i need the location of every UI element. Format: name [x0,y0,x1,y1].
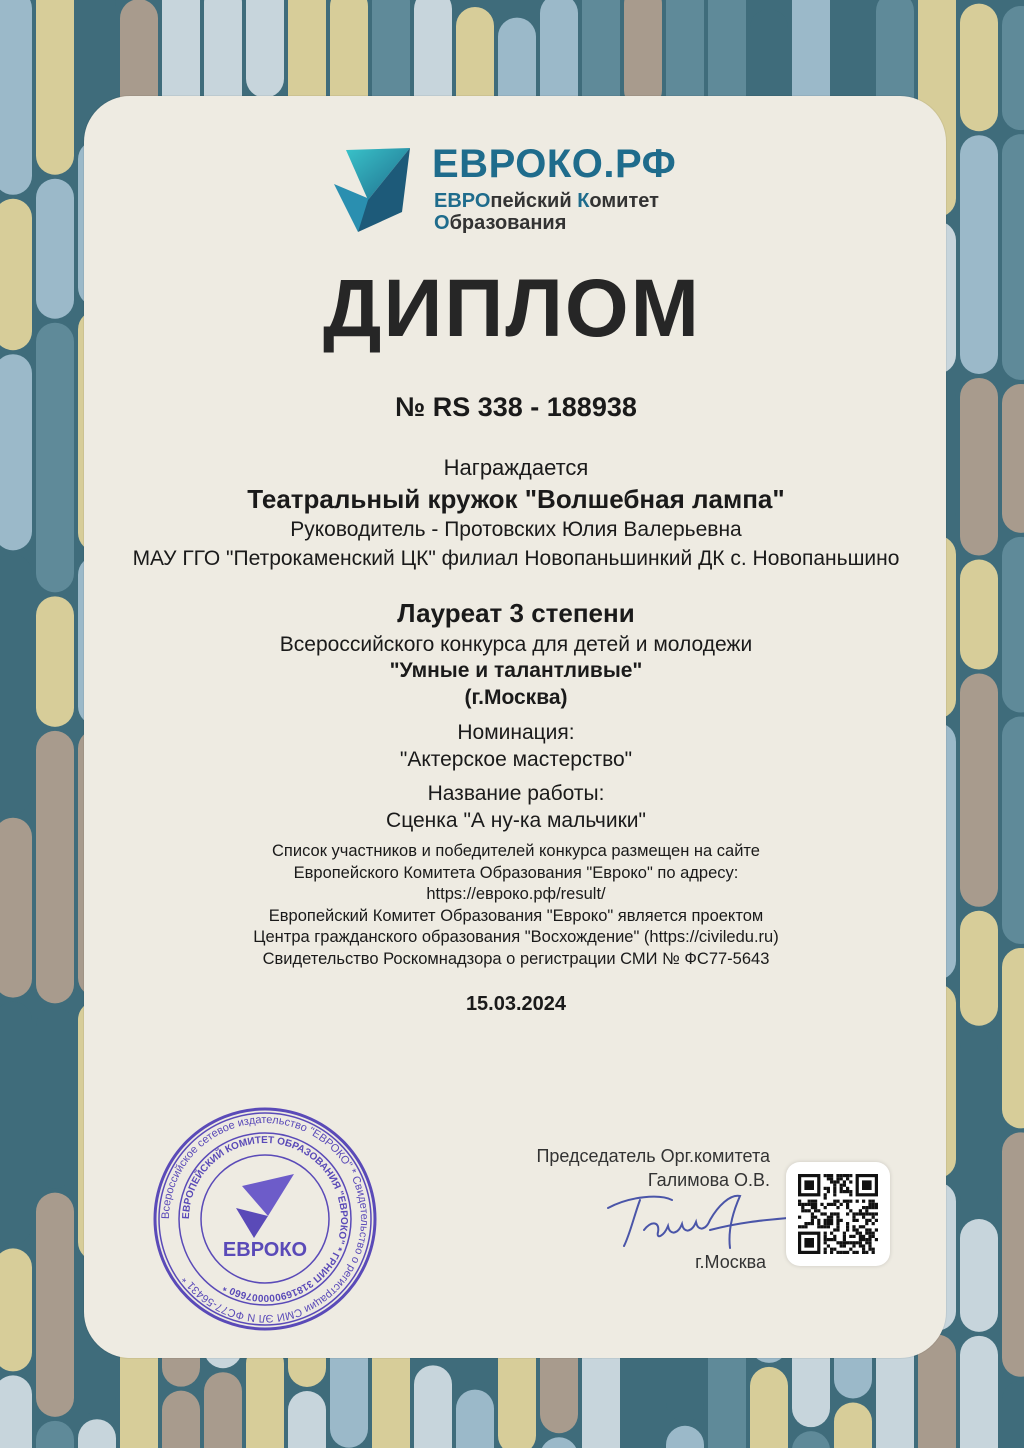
qr-code[interactable] [786,1162,890,1266]
pattern-pill [960,1030,998,1215]
pattern-pill [0,0,32,195]
pattern-pill [960,1336,998,1448]
pattern-pill [1002,948,1024,1128]
evroko-logo [328,140,718,240]
organization-seal [150,1104,380,1334]
seal-center-label: ЕВРОКО [222,1239,308,1261]
pattern-pill [36,1193,74,1417]
pattern-pill [0,1248,32,1371]
pattern-pill [456,1390,494,1448]
pattern-pill [960,1219,998,1332]
info-line: Список участников и победителей конкурса размещен на сайте [272,842,760,860]
pattern-pill [960,560,998,670]
pattern-pill [36,0,74,175]
signatory-role: Председатель Орг.комитета [536,1146,770,1166]
pattern-pill [246,0,284,98]
signature-city: г.Москва [695,1252,766,1272]
contest-city: (г.Москва) [464,686,568,709]
pattern-pill [1002,1381,1024,1448]
pattern-pill [0,1375,32,1448]
pattern-pill [36,1007,74,1188]
nomination-value: "Актерское мастерство" [399,748,633,771]
pattern-pill [960,4,998,132]
pattern-pill [960,911,998,1026]
pattern-pill [288,1391,326,1448]
diploma-title: ДИПЛОМ [323,263,701,354]
pattern-pill [1002,6,1024,130]
pattern-pill [834,1402,872,1448]
pattern-pill [414,1365,452,1448]
pattern-pill [36,731,74,1003]
pattern-pill [750,1367,788,1448]
pattern-pill [0,354,32,550]
triangle-arrow-logo-icon [328,140,418,236]
info-line: Европейского Комитета Образования "Евроко" по адресу: [293,863,739,882]
info-line: Европейский Комитет Образования "Евроко" является проектом [268,906,764,925]
contest-name: "Умные и талантливые" [389,659,643,682]
pattern-pill [960,674,998,907]
handwritten-signature [600,1186,790,1256]
qr-code-icon [798,1174,878,1254]
pattern-pill [246,1345,284,1448]
seal-logo-icon [242,1174,294,1216]
pattern-pill [918,1335,956,1448]
pattern-pill [960,378,998,556]
nomination-label: Номинация: [457,721,575,744]
pattern-pill [36,596,74,727]
pattern-pill [36,323,74,593]
recipient-name: Театральный кружок "Волшебная лампа" [247,484,785,514]
logo-subtitle: ЕВРОпейский Комитет Образования [434,190,659,234]
pattern-pill [1002,1132,1024,1376]
awarded-label: Награждается [443,455,589,480]
pattern-pill [1002,384,1024,533]
info-line: Центра гражданского образования "Восхождение" (https://civiledu.ru) [253,928,779,946]
diploma-number: № RS 338 - 188938 [395,392,637,422]
pattern-pill [162,1391,200,1448]
contest-description: Всероссийского конкурса для детей и молодежи [279,633,753,656]
issue-date: 15.03.2024 [465,993,567,1015]
info-line: Свидетельство Роскомнадзора о регистрации СМИ № ФС77-5643 [262,949,770,968]
info-block [120,841,912,970]
pattern-pill [204,1372,242,1448]
pattern-pill [0,554,32,813]
pattern-pill [0,1002,32,1245]
seal-inner-text: ЕВРОПЕЙСКИЙ КОМИТЕТ ОБРАЗОВАНИЯ "ЕВРОКО" * ГРНИП 318169000007660 * [180,1134,350,1304]
seal-outer-text: Всероссийское сетевое издательство "ЕВРОКО" * Свидетельство о регистрации СМИ ЭЛ N ФС77-56431 * [159,1113,371,1325]
work-title-label: Название работы: [427,782,605,805]
leader-name: Руководитель - Протовских Юлия Валерьевна [290,518,742,541]
work-title-value: Сценка "А ну-ка мальчики" [386,809,646,832]
logo-title: ЕВРОКО.РФ [432,142,677,186]
signatory-name: Галимова О.В. [647,1170,770,1190]
pattern-pill [1002,537,1024,713]
results-link[interactable]: https://евроко.рф/result/ [426,885,606,903]
pattern-pill [624,0,662,109]
pattern-pill [0,818,32,998]
organization-name: МАУ ГГО "Петрокаменский ЦК" филиал Новопаньшинкий ДК с. Новопаньшино [132,547,900,570]
award-place: Лауреат 3 степени [397,598,635,628]
pattern-pill [1002,717,1024,944]
